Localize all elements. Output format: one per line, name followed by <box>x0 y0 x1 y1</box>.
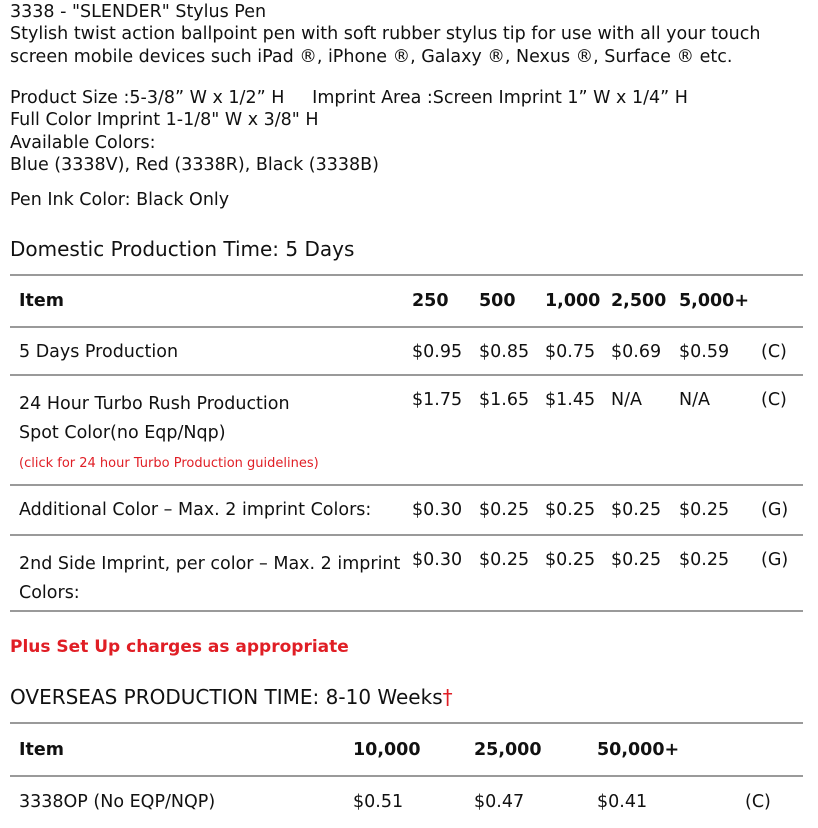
table-row <box>10 776 803 828</box>
column-header: 10,000 <box>353 723 474 776</box>
domestic-price-table <box>10 274 803 612</box>
price-cell: $0.75 <box>545 327 611 375</box>
overseas-heading <box>10 684 453 710</box>
full-color-imprint: Full Color Imprint 1-1/8" W x 3/8" H <box>10 110 319 130</box>
price-cell: $1.65 <box>479 375 545 485</box>
row-item: 24 Hour Turbo Rush Production Spot Color(no Eqp/Nqp) <box>19 394 290 443</box>
column-header: Item <box>10 723 353 776</box>
column-header: 1,000 <box>545 275 611 327</box>
row-item: Additional Color – Max. 2 imprint Colors: <box>10 485 412 535</box>
price-cell: $0.25 <box>479 535 545 611</box>
price-cell: $0.25 <box>611 485 679 535</box>
table-header-row <box>10 275 803 327</box>
domestic-heading: Domestic Production Time: 5 Days <box>10 237 355 261</box>
available-colors-value: Blue (3338V), Red (3338R), Black (3338B) <box>10 155 379 175</box>
price-cell: $0.25 <box>611 535 679 611</box>
overseas-heading-text: OVERSEAS PRODUCTION TIME: 8-10 Weeks <box>10 685 443 709</box>
table-row <box>10 327 803 375</box>
overseas-price-table <box>10 722 803 828</box>
product-description: Stylish twist action ballpoint pen with soft rubber stylus tip for use with all your touch screen mobile devices such iPad ®, iPhone ®, Galaxy ®, Nexus ®, Surface ® etc. <box>10 24 761 67</box>
table-header-row <box>10 723 803 776</box>
price-cell: $0.59 <box>679 327 761 375</box>
price-cell: $0.47 <box>474 776 597 828</box>
price-cell: $0.25 <box>479 485 545 535</box>
product-title: 3338 - "SLENDER" Stylus Pen <box>10 2 267 22</box>
column-header: Item <box>10 275 412 327</box>
price-code: (G) <box>761 485 803 535</box>
price-code: (G) <box>761 535 803 611</box>
table-row <box>10 375 803 485</box>
product-size: Product Size :5-3/8” W x 1/2” H Imprint Area :Screen Imprint 1” W x 1/4” H <box>10 88 688 108</box>
price-cell: $0.25 <box>545 535 611 611</box>
price-cell: $0.25 <box>545 485 611 535</box>
price-cell: $0.25 <box>679 535 761 611</box>
price-cell: N/A <box>679 375 761 485</box>
price-cell: $0.25 <box>679 485 761 535</box>
price-code: (C) <box>745 776 803 828</box>
column-header: 5,000+ <box>679 275 761 327</box>
price-cell: $0.95 <box>412 327 479 375</box>
price-cell: $0.69 <box>611 327 679 375</box>
price-cell: $1.75 <box>412 375 479 485</box>
turbo-guidelines-link[interactable]: (click for 24 hour Turbo Production guidelines) <box>19 456 319 471</box>
column-header: 500 <box>479 275 545 327</box>
column-header: 2,500 <box>611 275 679 327</box>
price-code: (C) <box>761 375 803 485</box>
price-cell: $0.30 <box>412 535 479 611</box>
row-item: 3338OP (No EQP/NQP) <box>10 776 353 828</box>
price-cell: $0.41 <box>597 776 745 828</box>
column-header <box>761 275 803 327</box>
dagger-footnote-mark: † <box>442 685 453 709</box>
price-cell: $0.30 <box>412 485 479 535</box>
table-row <box>10 485 803 535</box>
setup-charges-note: Plus Set Up charges as appropriate <box>10 637 349 657</box>
price-cell: $1.45 <box>545 375 611 485</box>
price-code: (C) <box>761 327 803 375</box>
price-cell: N/A <box>611 375 679 485</box>
column-header <box>745 723 803 776</box>
column-header: 50,000+ <box>597 723 745 776</box>
row-item-cell <box>10 535 412 611</box>
column-header: 25,000 <box>474 723 597 776</box>
price-cell: $0.85 <box>479 327 545 375</box>
column-header: 250 <box>412 275 479 327</box>
available-colors-label: Available Colors: <box>10 133 156 153</box>
pen-ink-color: Pen Ink Color: Black Only <box>10 190 230 210</box>
row-item: 5 Days Production <box>10 327 412 375</box>
price-cell: $0.51 <box>353 776 474 828</box>
row-item-cell <box>10 375 412 485</box>
row-item: 2nd Side Imprint, per color – Max. 2 imprint Colors: <box>19 554 401 603</box>
table-row <box>10 535 803 611</box>
